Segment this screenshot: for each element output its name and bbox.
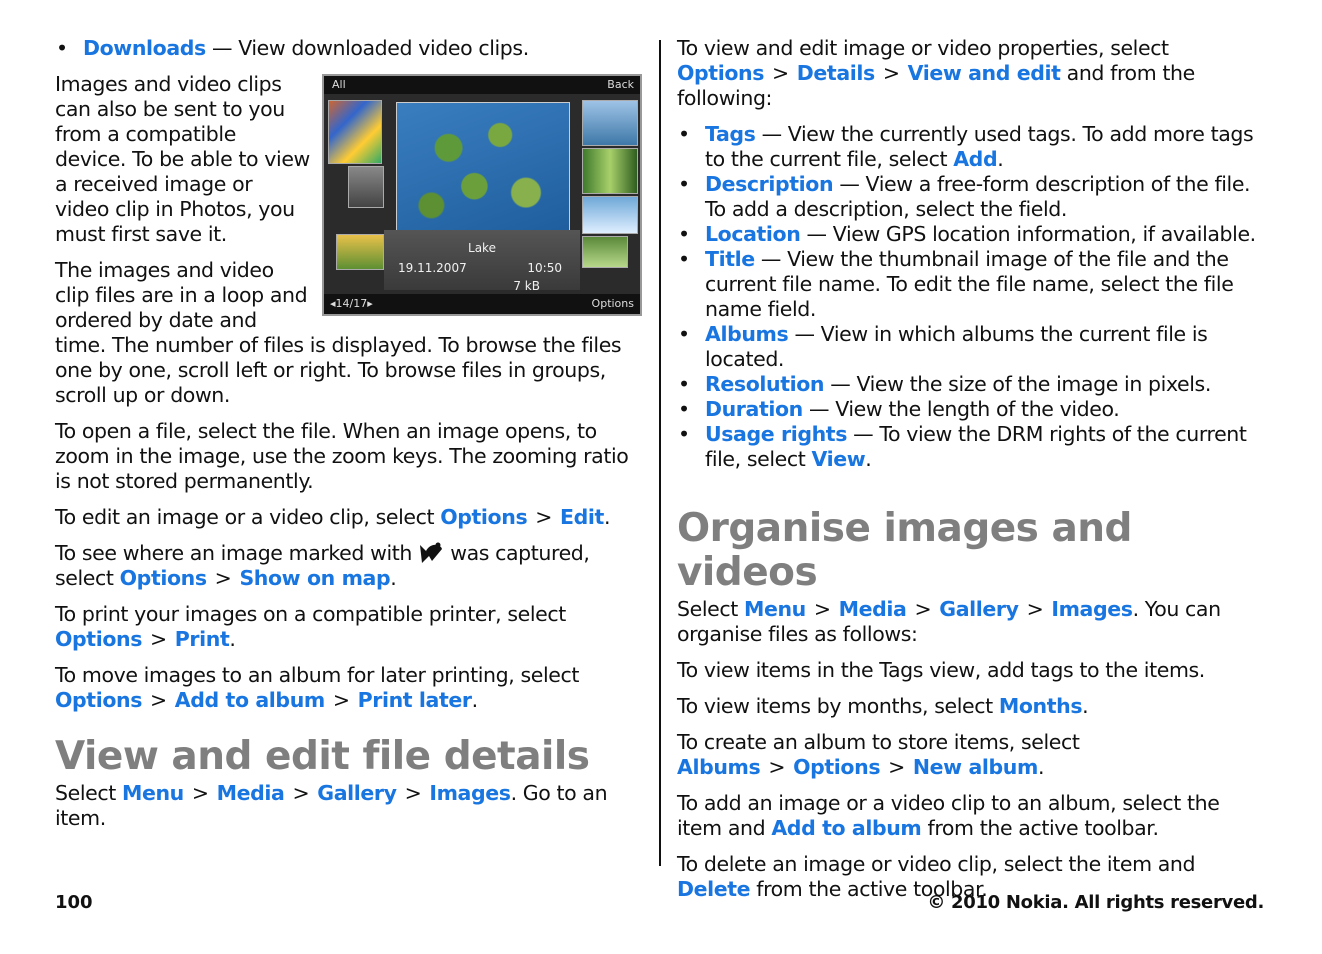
- list-item: [677, 122, 1269, 172]
- location-link[interactable]: Location: [705, 222, 801, 246]
- file-counter[interactable]: [330, 294, 373, 314]
- paragraph: [55, 663, 647, 713]
- paragraph: [677, 36, 1269, 111]
- images-link[interactable]: Images: [429, 781, 511, 805]
- media-link[interactable]: Media: [838, 597, 907, 621]
- text: — View the currently used tags. To add more tags to the current file, select: [705, 122, 1254, 171]
- text: from the active toolbar.: [750, 877, 988, 901]
- view-link[interactable]: View: [811, 447, 866, 471]
- list-item: [677, 372, 1269, 397]
- options-link[interactable]: Options: [440, 505, 528, 529]
- separator: >: [292, 781, 310, 805]
- text: — View the size of the image in pixels.: [824, 372, 1211, 396]
- separator: >: [535, 505, 553, 529]
- text: To print your images on a compatible printer, select: [55, 602, 566, 626]
- paragraph: To open a file, select the file. When an image opens, to zoom in the image, use the zoom keys. The zooming ratio is not stored permanently.: [55, 419, 629, 493]
- paragraph: [677, 791, 1269, 841]
- paragraph: To view items in the Tags view, add tags to the items.: [677, 658, 1205, 682]
- delete-link[interactable]: Delete: [677, 877, 751, 901]
- title-link[interactable]: Title: [705, 247, 755, 271]
- phone-top-bar: [324, 76, 640, 94]
- months-link[interactable]: Months: [998, 694, 1083, 718]
- paragraph: The images and video clip files are in a loop and ordered by date and time. The number of files is displayed. To browse the files one by one, scroll left or right. To browse files in groups, scroll up or down.: [55, 258, 622, 407]
- chevron-left-icon: ◂: [330, 297, 336, 310]
- text: .: [471, 688, 478, 712]
- phone-options-softkey[interactable]: Options: [591, 297, 634, 310]
- text: To see where an image marked with: [55, 541, 419, 565]
- text: — View GPS location information, if available.: [800, 222, 1256, 246]
- separator: >: [768, 755, 786, 779]
- list-item: [677, 422, 1269, 472]
- thumbnail: [582, 236, 628, 268]
- usage-rights-link[interactable]: Usage rights: [705, 422, 848, 446]
- separator: >: [813, 597, 831, 621]
- options-link[interactable]: Options: [55, 627, 143, 651]
- gallery-link[interactable]: Gallery: [939, 597, 1019, 621]
- thumbnail: [582, 148, 638, 194]
- chevron-right-icon: ▸: [367, 297, 373, 310]
- edit-link[interactable]: Edit: [560, 505, 604, 529]
- left-column: [55, 36, 647, 842]
- text: .: [229, 627, 236, 651]
- text: — View the length of the video.: [802, 397, 1120, 421]
- text: To delete an image or video clip, select the item and: [677, 852, 1196, 876]
- image-size: 7 kB: [513, 279, 540, 293]
- text: . You can organise files as follows:: [677, 597, 1221, 646]
- add-to-album-link[interactable]: Add to album: [771, 816, 922, 840]
- separator: >: [332, 688, 350, 712]
- text: To view and edit image or video properties, select: [677, 36, 1169, 60]
- separator: >: [772, 61, 789, 85]
- paragraph: Images and video clips can also be sent to you from a compatible device. To be able to view a received image or video clip in Photos, you must first save it.: [55, 72, 310, 246]
- images-link[interactable]: Images: [1051, 597, 1133, 621]
- text: To create an album to store items, select: [677, 730, 1080, 754]
- separator: >: [404, 781, 422, 805]
- text: — View in which albums the current file is located.: [705, 322, 1208, 371]
- downloads-list: [55, 36, 647, 61]
- right-column: [677, 36, 1269, 913]
- resolution-link[interactable]: Resolution: [705, 372, 825, 396]
- text: . Go to an item.: [55, 781, 608, 830]
- separator: >: [888, 755, 905, 779]
- list-item: [677, 322, 1269, 372]
- add-to-album-link[interactable]: Add to album: [174, 688, 325, 712]
- options-link[interactable]: Options: [793, 755, 881, 779]
- paragraph: [677, 597, 1269, 647]
- separator: >: [191, 781, 209, 805]
- text: — To view the DRM rights of the current file, select: [705, 422, 1247, 471]
- text: Select: [677, 597, 744, 621]
- text: .: [1037, 755, 1045, 779]
- column-divider: [659, 40, 661, 866]
- list-item-text: — View downloaded video clips.: [205, 36, 529, 60]
- text: To view items by months, select: [677, 694, 999, 718]
- separator: >: [914, 597, 932, 621]
- section-heading: View and edit file details: [55, 734, 590, 779]
- list-item: [677, 247, 1269, 322]
- add-link[interactable]: Add: [953, 147, 998, 171]
- location-tag-icon: [418, 541, 444, 565]
- phone-screen: [322, 74, 642, 316]
- text: To edit an image or a video clip, select: [55, 505, 441, 529]
- thumbnail: [336, 234, 384, 270]
- paragraph: [55, 505, 647, 530]
- options-link[interactable]: Options: [119, 566, 207, 590]
- counter-text: 14/17: [335, 297, 368, 310]
- menu-link[interactable]: Menu: [121, 781, 184, 805]
- image-info-panel: [384, 230, 580, 293]
- text: To add an image or a video clip to an album, select the item and: [677, 791, 1220, 840]
- thumbnail: [348, 166, 384, 208]
- list-item: [55, 36, 647, 61]
- albums-link[interactable]: Albums: [677, 755, 761, 779]
- image-title: Lake: [468, 241, 496, 255]
- paragraph: [677, 730, 1269, 780]
- thumbnail: [328, 100, 382, 164]
- separator: >: [882, 61, 900, 85]
- text: Select: [55, 781, 122, 805]
- text: — View the thumbnail image of the file and the current file name. To edit the file name, select the file name field.: [705, 247, 1234, 321]
- albums-link[interactable]: Albums: [705, 322, 789, 346]
- properties-list: [677, 122, 1269, 472]
- text: To move images to an album for later printing, select: [55, 663, 580, 687]
- new-album-link[interactable]: New album: [912, 755, 1038, 779]
- print-link[interactable]: Print: [174, 627, 230, 651]
- media-link[interactable]: Media: [216, 781, 285, 805]
- page-number: 100: [55, 892, 93, 913]
- text: was captured, select: [55, 541, 590, 590]
- thumbnail: [582, 196, 638, 234]
- duration-link[interactable]: Duration: [705, 397, 803, 421]
- paragraph: [55, 602, 647, 652]
- text: — View a free-form description of the file. To add a description, select the field.: [705, 172, 1251, 221]
- list-item: [677, 222, 1269, 247]
- separator: >: [214, 566, 232, 590]
- text: .: [603, 505, 611, 529]
- paragraph: [55, 781, 647, 831]
- image-time: 10:50: [527, 261, 562, 275]
- text: .: [865, 447, 872, 471]
- text: .: [1082, 694, 1089, 718]
- downloads-link[interactable]: Downloads: [83, 36, 206, 60]
- main-image: [396, 102, 570, 232]
- section-heading: Organise images and videos: [677, 506, 1132, 595]
- show-on-map-link[interactable]: Show on map: [239, 566, 391, 590]
- image-date: 19.11.2007: [398, 261, 467, 275]
- phone-bottom-bar: [324, 294, 640, 314]
- options-link[interactable]: Options: [677, 61, 765, 85]
- separator: >: [1026, 597, 1044, 621]
- view-and-edit-link[interactable]: View and edit: [907, 61, 1061, 85]
- details-link[interactable]: Details: [796, 61, 875, 85]
- gallery-screenshot: [322, 74, 644, 319]
- tags-link[interactable]: Tags: [705, 122, 756, 146]
- paragraph: [55, 541, 647, 591]
- description-link[interactable]: Description: [705, 172, 834, 196]
- menu-link[interactable]: Menu: [743, 597, 806, 621]
- list-item: [677, 397, 1269, 422]
- text: from the active toolbar.: [921, 816, 1159, 840]
- text: .: [997, 147, 1004, 171]
- options-link[interactable]: Options: [55, 688, 143, 712]
- paragraph: [677, 694, 1269, 719]
- separator: >: [150, 627, 167, 651]
- thumbnail: [582, 100, 638, 146]
- copyright: © 2010 Nokia. All rights reserved.: [927, 892, 1264, 913]
- phone-back-label: Back: [607, 78, 634, 91]
- gallery-link[interactable]: Gallery: [317, 781, 397, 805]
- list-item: [677, 172, 1269, 222]
- print-later-link[interactable]: Print later: [357, 688, 472, 712]
- text: and from the following:: [677, 61, 1195, 110]
- text: .: [390, 566, 397, 590]
- phone-all-label: All: [332, 78, 346, 91]
- separator: >: [150, 688, 167, 712]
